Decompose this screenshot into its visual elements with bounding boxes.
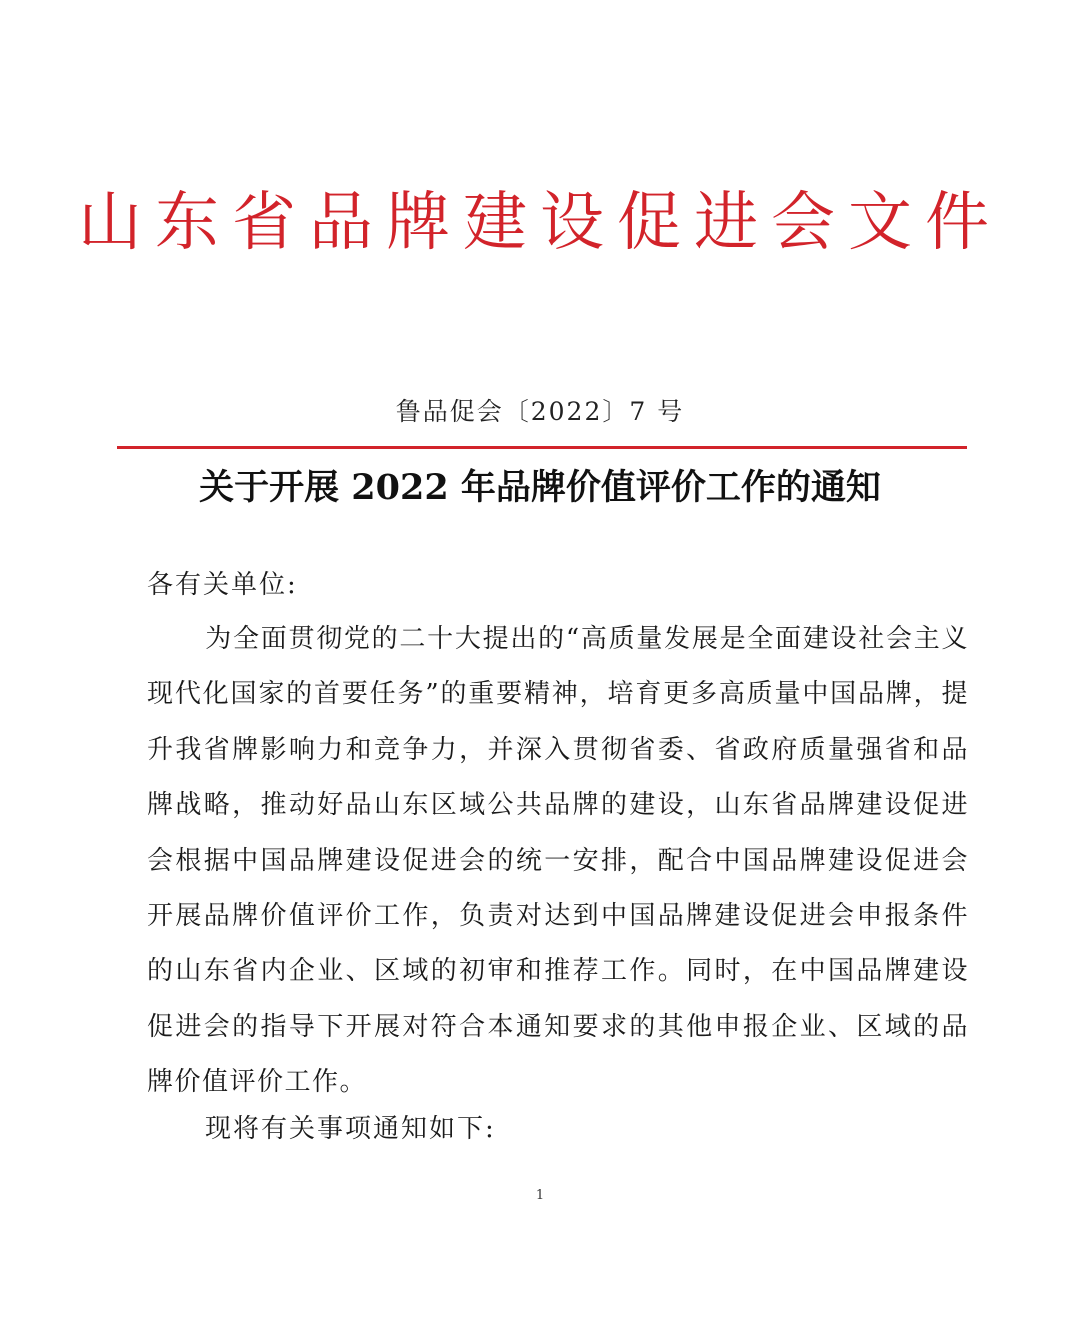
red-divider-line — [117, 446, 967, 449]
salutation: 各有关单位: — [147, 570, 298, 600]
body-paragraph — [147, 612, 969, 1111]
issuer-header-title: 山东省品牌建设促进会文件 — [78, 186, 1002, 260]
page-number: 1 — [535, 1188, 545, 1203]
body-paragraph-text: 为全面贯彻党的二十大提出的“高质量发展是全面建设社会主义现代化国家的首要任务”的重要精神，培育更多高质量中国品牌，提升我省牌影响力和竞争力，并深入贯彻省委、省政府质量强省和品牌战略，推动好品山东区域公共品牌的建设，山东省品牌建设促进会根据中国品牌建设促进会的统一安排，配合中国品牌建设促进会开展品牌价值评价工作，负责对达到中国品牌建设促进会申报条件的山东省内企业、区域的初审和推荐工作。同时，在中国品牌建设促进会的指导下开展对符合本通知要求的其他申报企业、区域的品牌价值评价工作。 — [147, 624, 969, 1098]
document-number: 鲁品促会〔2022〕7 号 — [395, 397, 685, 426]
closing-line: 现将有关事项通知如下: — [205, 1114, 496, 1144]
notice-title: 关于开展 2022 年品牌价值评价工作的通知 — [199, 467, 881, 508]
